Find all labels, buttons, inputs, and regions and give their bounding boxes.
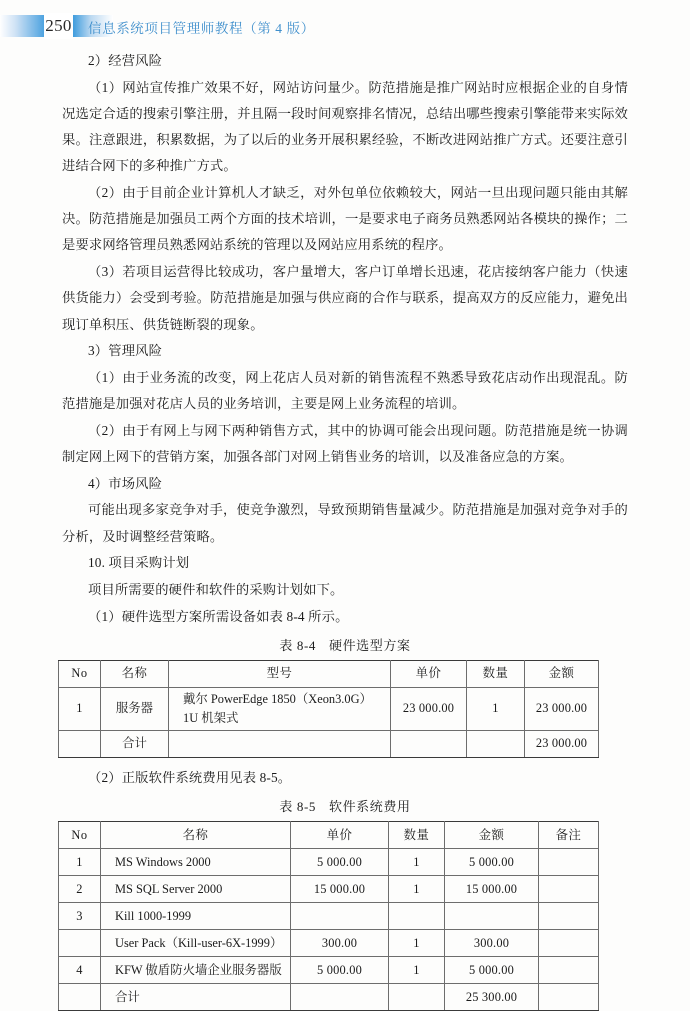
cell-total-amount: 23 000.00 <box>525 730 599 757</box>
paragraph-hardware-ref: （1）硬件选型方案所需设备如表 8-4 所示。 <box>88 608 349 624</box>
cell-amount <box>445 903 539 930</box>
cell-remark <box>539 957 599 984</box>
cell-remark <box>539 984 599 1011</box>
column-header-no: No <box>59 660 101 687</box>
column-header-no: No <box>59 822 101 849</box>
book-title: 信息系统项目管理师教程（第 4 版） <box>88 21 315 36</box>
cell-price <box>291 984 389 1011</box>
cell-no: 3 <box>59 903 101 930</box>
column-header-remark: 备注 <box>539 822 599 849</box>
table-row <box>59 903 599 930</box>
cell-price: 5 000.00 <box>291 957 389 984</box>
cell-price: 15 000.00 <box>291 876 389 903</box>
cell-model: 戴尔 PowerEdge 1850（Xeon3.0G）1U 机架式 <box>169 687 391 730</box>
page-number: 250 <box>44 13 73 39</box>
cell-amount: 23 000.00 <box>525 687 599 730</box>
cell-name: 服务器 <box>101 687 169 730</box>
heading-business-risk: 2）经营风险 <box>88 53 163 68</box>
cell-price: 300.00 <box>291 930 389 957</box>
paragraph-software-ref: （2）正版软件系统费用见表 8-5。 <box>88 769 292 785</box>
paragraph-management-risk-2: （2）由于有网上与网下两种销售方式，其中的协调可能会出现问题。防范措施是统一协调制定网上网下的营销方案，加强各部门对网上销售业务的培训，以及准备应急的方案。 <box>62 422 628 465</box>
paragraph-business-risk-2: （2）由于目前企业计算机人才缺乏，对外包单位依赖较大，网站一旦出现问题只能由其解决。防范措施是加强员工两个方面的技术培训，一是要求电子商务员熟悉网站各模块的操作；二是要求网络管理员熟悉网站系统的管理以及网站应用系统的程序。 <box>62 185 628 253</box>
table-row <box>59 957 599 984</box>
table-8-5-caption-label: 表 8-5 <box>279 799 316 815</box>
table-header-row <box>59 822 599 849</box>
cell-no <box>59 984 101 1011</box>
heading-market-risk: 4）市场风险 <box>88 475 163 491</box>
table-row <box>59 930 599 957</box>
column-header-price: 单价 <box>391 660 467 687</box>
column-header-name: 名称 <box>101 822 291 849</box>
cell-amount: 5 000.00 <box>445 957 539 984</box>
table-8-5-caption-title: 软件系统费用 <box>328 799 411 815</box>
paragraph-business-risk-3: （3）若项目运营得比较成功，客户量增大，客户订单增长迅速，花店接纳客户能力（快速供货能力）会受到考验。防范措施是加强与供应商的合作与联系，提高双方的反应能力，避免出现订单积压、供货链断裂的现象。 <box>62 264 628 332</box>
cell-no: 1 <box>59 687 101 730</box>
cell-quantity <box>389 903 445 930</box>
cell-price: 5 000.00 <box>291 849 389 876</box>
cell-remark <box>539 849 599 876</box>
table-row <box>59 849 599 876</box>
column-header-name: 名称 <box>101 660 169 687</box>
table-8-5-caption <box>62 794 628 819</box>
column-header-amount: 金额 <box>525 660 599 687</box>
cell-amount: 25 300.00 <box>445 984 539 1011</box>
paragraph-business-risk-1: （1）网站宣传推广效果不好，网站访问量少。防范措施是推广网站时应根据企业的自身情况选定合适的搜索引擎注册，并且隔一段时间观察排名情况，总结出哪些搜索引擎能带来实际效果。注意跟进，积累数据，为了以后的业务开展积累经验，不断改进网站推广方式。还要注意引进结合网下的多种推广方式。 <box>62 79 628 174</box>
cell-remark <box>539 903 599 930</box>
cell-quantity: 1 <box>389 849 445 876</box>
heading-procurement-plan: 10. 项目采购计划 <box>88 555 190 571</box>
cell-quantity <box>389 984 445 1011</box>
cell-amount: 15 000.00 <box>445 876 539 903</box>
table-8-4-caption-title: 硬件选型方案 <box>328 637 411 653</box>
cell-quantity <box>467 730 525 757</box>
heading-management-risk: 3）管理风险 <box>88 343 163 359</box>
cell-model <box>169 730 391 757</box>
cell-no: 4 <box>59 957 101 984</box>
table-row <box>59 687 599 730</box>
cell-price <box>391 730 467 757</box>
column-header-model: 型号 <box>169 660 391 687</box>
cell-no: 1 <box>59 849 101 876</box>
column-header-quantity: 数量 <box>389 822 445 849</box>
table-8-4-caption-label: 表 8-4 <box>279 637 316 653</box>
cell-quantity: 1 <box>389 876 445 903</box>
cell-no: 2 <box>59 876 101 903</box>
cell-amount: 300.00 <box>445 930 539 957</box>
cell-name: MS SQL Server 2000 <box>101 876 291 903</box>
page-content <box>62 48 628 1011</box>
cell-quantity: 1 <box>389 957 445 984</box>
page-header <box>0 0 690 46</box>
paragraph-management-risk-1: （1）由于业务流的改变，网上花店人员对新的销售流程不熟悉导致花店动作出现混乱。防范措施是加强对花店人员的业务培训，主要是网上业务流程的培训。 <box>62 369 628 412</box>
cell-name: User Pack（Kill-user-6X-1999） <box>101 930 291 957</box>
cell-amount: 5 000.00 <box>445 849 539 876</box>
header-decoration-left <box>0 15 44 37</box>
cell-name: MS Windows 2000 <box>101 849 291 876</box>
cell-name: Kill 1000-1999 <box>101 903 291 930</box>
table-row-total <box>59 730 599 757</box>
cell-total-label: 合计 <box>101 730 169 757</box>
cell-quantity: 1 <box>467 687 525 730</box>
table-8-4-caption <box>62 633 628 658</box>
table-hardware-selection <box>58 660 599 758</box>
table-row-total <box>59 984 599 1011</box>
paragraph-procurement-intro: 项目所需要的硬件和软件的采购计划如下。 <box>88 582 344 598</box>
table-row <box>59 876 599 903</box>
table-header-row <box>59 660 599 687</box>
cell-price: 23 000.00 <box>391 687 467 730</box>
cell-no <box>59 930 101 957</box>
cell-name: 合计 <box>101 984 291 1011</box>
cell-no <box>59 730 101 757</box>
paragraph-market-risk: 可能出现多家竞争对手，使竞争激烈，导致预期销售量减少。防范措施是加强对竞争对手的分析，及时调整经营策略。 <box>62 502 628 544</box>
table-software-cost <box>58 821 599 1011</box>
cell-remark <box>539 876 599 903</box>
cell-quantity: 1 <box>389 930 445 957</box>
cell-remark <box>539 930 599 957</box>
column-header-amount: 金额 <box>445 822 539 849</box>
cell-price <box>291 903 389 930</box>
cell-name: KFW 傲盾防火墙企业服务器版 <box>101 957 291 984</box>
column-header-quantity: 数量 <box>467 660 525 687</box>
column-header-price: 单价 <box>291 822 389 849</box>
